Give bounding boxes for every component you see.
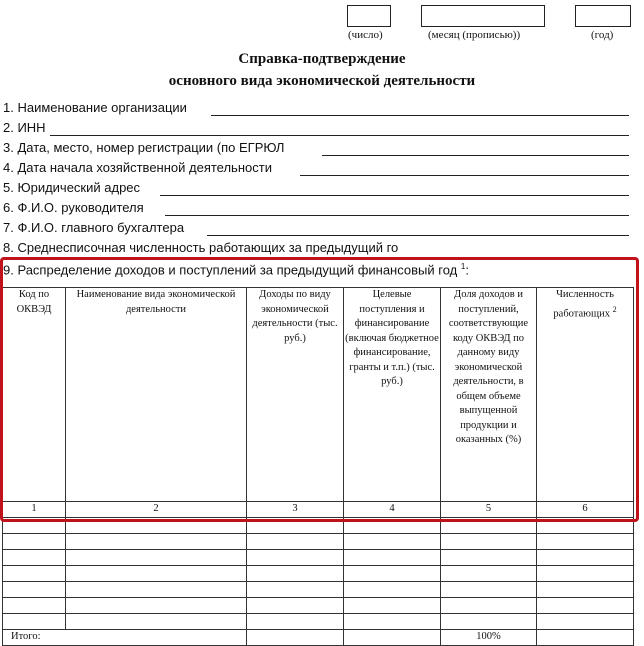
year-caption: (год) (591, 29, 614, 41)
table-cell[interactable] (441, 565, 537, 581)
col-header-employees-footnote: 2 (612, 304, 617, 314)
field-org-name-line[interactable] (211, 115, 629, 116)
field-legal-address: 5. Юридический адрес (3, 180, 141, 195)
field-registration-line[interactable] (322, 155, 629, 156)
field-inn: 2. ИНН (3, 120, 46, 135)
table-cell[interactable] (537, 581, 634, 597)
table-cell[interactable] (247, 565, 344, 581)
field-chief-accountant: 7. Ф.И.О. главного бухгалтера (3, 220, 185, 235)
column-number: 3 (247, 502, 344, 518)
table-row[interactable] (3, 581, 634, 597)
table-cell[interactable] (344, 597, 441, 613)
field-headcount: 8. Среднесписочная численность работающих за предыдущий го (3, 240, 399, 255)
year-box[interactable] (575, 5, 631, 27)
col-header-activity-name: Наименование вида экономической деятельности (66, 288, 247, 502)
table-cell[interactable] (247, 613, 344, 629)
table-cell[interactable] (537, 533, 634, 549)
col-header-share: Доля доходов и поступлений, соответствующие коду ОКВЭД по данному виду экономической деятельности, в общем объеме выпущенной продукции и оказанных (%) (441, 288, 537, 502)
total-label: Итого: (3, 629, 247, 645)
field-chief-accountant-line[interactable] (207, 235, 629, 236)
table-cell[interactable] (344, 549, 441, 565)
table-cell[interactable] (66, 613, 247, 629)
highlight-frame (0, 257, 639, 522)
table-cell[interactable] (3, 565, 66, 581)
table-cell[interactable] (537, 613, 634, 629)
table-cell[interactable] (537, 549, 634, 565)
doc-title-line1: Справка-подтверждение (238, 51, 406, 67)
table-cell[interactable] (537, 565, 634, 581)
col-header-income: Доходы по виду экономической деятельности (тыс. руб.) (247, 288, 344, 502)
table-cell[interactable] (3, 613, 66, 629)
table-cell[interactable] (344, 613, 441, 629)
doc-title-line2: основного вида экономической деятельности (168, 73, 476, 89)
table-row[interactable] (3, 565, 634, 581)
total-share: 100% (441, 629, 537, 645)
field-director-line[interactable] (165, 215, 629, 216)
day-caption: (число) (348, 29, 383, 41)
field-inn-line[interactable] (50, 135, 629, 136)
table-cell[interactable] (344, 581, 441, 597)
table-cell[interactable] (3, 597, 66, 613)
table-cell[interactable] (66, 581, 247, 597)
field-org-name: 1. Наименование организации (3, 100, 187, 115)
col-header-okved-code: Код по ОКВЭД (3, 288, 66, 502)
table-cell[interactable] (441, 581, 537, 597)
column-number: 1 (3, 502, 66, 518)
field-start-date: 4. Дата начала хозяйственной деятельности (3, 160, 272, 175)
table-row[interactable] (3, 597, 634, 613)
table-cell[interactable] (247, 533, 344, 549)
field-registration: 3. Дата, место, номер регистрации (по ЕГРЮЛ (3, 140, 285, 155)
table-cell[interactable] (537, 597, 634, 613)
table-cell[interactable] (441, 613, 537, 629)
table-cell[interactable] (66, 533, 247, 549)
col-header-target-funding: Целевые поступления и финансирование (включая бюджетное финансирование, гранты и т.п.) (тыс. руб.) (344, 288, 441, 502)
table-cell[interactable] (66, 597, 247, 613)
table-cell[interactable] (3, 581, 66, 597)
table-cell[interactable] (441, 533, 537, 549)
table-cell[interactable] (247, 549, 344, 565)
table-cell[interactable] (3, 549, 66, 565)
section9-text: 9. Распределение доходов и поступлений за предыдущий финансовый год (3, 262, 458, 278)
section9-footnote: 1 (460, 262, 466, 271)
col-header-employees-text: Численность работающих (553, 289, 614, 319)
table-cell[interactable] (247, 597, 344, 613)
table-cell[interactable] (441, 597, 537, 613)
table-cell[interactable] (247, 581, 344, 597)
field-director: 6. Ф.И.О. руководителя (3, 200, 144, 215)
column-number: 2 (66, 502, 247, 518)
table-row[interactable] (3, 549, 634, 565)
column-number: 5 (441, 502, 537, 518)
column-number: 6 (537, 502, 634, 518)
month-box[interactable] (421, 5, 545, 27)
column-number: 4 (344, 502, 441, 518)
table-cell[interactable] (66, 549, 247, 565)
table-cell[interactable] (441, 549, 537, 565)
table-cell[interactable] (344, 565, 441, 581)
table-cell[interactable] (3, 533, 66, 549)
table-cell[interactable] (66, 565, 247, 581)
day-box[interactable] (347, 5, 391, 27)
table-row[interactable] (3, 533, 634, 549)
field-start-date-line[interactable] (300, 175, 629, 176)
field-legal-address-line[interactable] (160, 195, 629, 196)
section9-colon: : (465, 262, 469, 278)
table-cell[interactable] (344, 533, 441, 549)
month-caption: (месяц (прописью)) (428, 29, 521, 41)
table-row[interactable] (3, 613, 634, 629)
